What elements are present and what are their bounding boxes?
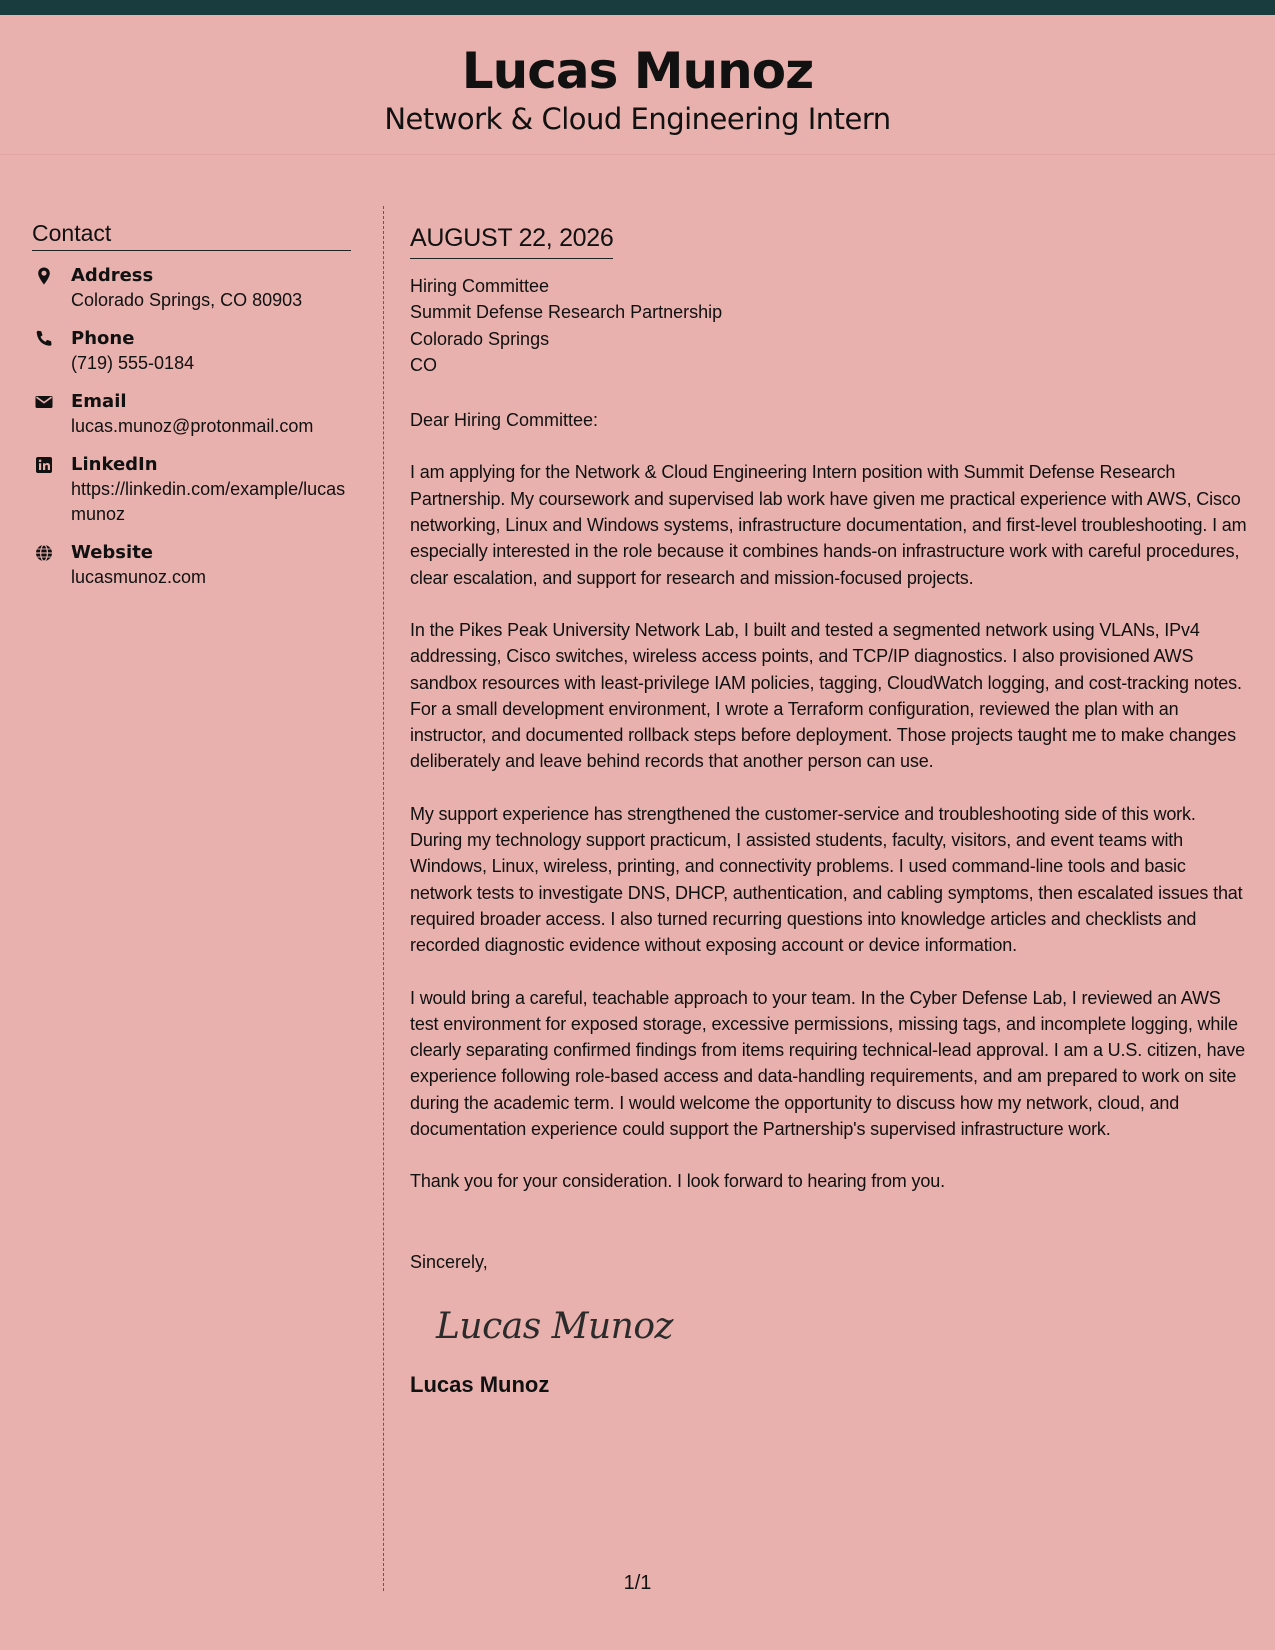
recipient-line: Summit Defense Research Partnership (410, 302, 723, 323)
top-accent-bar (0, 0, 1275, 15)
contact-list (32, 263, 351, 590)
contact-label: Website (71, 542, 154, 563)
contact-sidebar (32, 218, 351, 603)
phone-icon (34, 329, 54, 349)
linkedin-icon (34, 455, 54, 475)
contact-value: Colorado Springs, CO 80903 (71, 290, 303, 310)
recipient-line: CO (410, 354, 437, 375)
closing: Sincerely, (410, 1251, 488, 1272)
page-number: 1/1 (623, 1572, 652, 1594)
contact-item-email (32, 389, 351, 439)
applicant-role: Network & Cloud Engineering Intern (384, 102, 891, 136)
contact-label: Email (71, 391, 127, 412)
envelope-icon (34, 392, 54, 412)
body-paragraph: Thank you for your consideration. I look forward to hearing from you. (410, 1171, 945, 1192)
letter-date: AUGUST 22, 2026 (410, 222, 613, 259)
contact-value: (719) 555-0184 (71, 353, 195, 373)
contact-heading: Contact (32, 218, 351, 251)
recipient-line: Hiring Committee (410, 276, 550, 296)
contact-label: Address (71, 265, 154, 286)
map-pin-icon (34, 266, 54, 286)
contact-value: lucas.munoz@protonmail.com (71, 416, 314, 436)
contact-item-website (32, 540, 351, 590)
body-paragraph: I would bring a careful, teachable approach to your team. In the Cyber Defense Lab, I reviewed an AWS test environment for exposed storage, excessive permissions, missing tags, and incomplete logging, while clearly separating confirmed findings from items requiring technical-lead approval. I am a U.S. citizen, have experience following role-based access and data-handling requirements, and am prepared to work on site during the academic term. I would welcome the opportunity to discuss how my network, cloud, and documentation experience could support the Partnership's supervised infrastructure work. (410, 987, 1246, 1140)
salutation: Dear Hiring Committee: (410, 410, 599, 431)
column-divider (383, 206, 384, 1591)
body-paragraph: My support experience has strengthened the customer-service and troubleshooting side of this work. During my technology support practicum, I assisted students, faculty, visitors, and event teams with Windows, Linux, wireless, printing, and connectivity problems. I used command-line tools and basic network tests to investigate DNS, DHCP, authentication, and cabling symptoms, then escalated issues that required broader access. I also turned recurring questions into knowledge articles and checklists and recorded diagnostic evidence without exposing account or device information. (410, 803, 1243, 956)
body-paragraph: I am applying for the Network & Cloud Engineering Intern position with Summit Defense Research Partnership. My coursework and supervised lab work have given me practical experience with AWS, Cisco networking, Linux and Windows systems, infrastructure documentation, and first-level troubleshooting. I am especially interested in the role because it combines hands-on infrastructure work with careful procedures, clear escalation, and support for research and mission-focused projects. (410, 462, 1247, 588)
contact-item-phone (32, 326, 351, 376)
applicant-name: Lucas Munoz (461, 42, 814, 100)
globe-icon (34, 543, 54, 563)
recipient-block (410, 273, 1250, 378)
body-paragraph: In the Pikes Peak University Network Lab, I built and tested a segmented network using VLANs, IPv4 addressing, Cisco switches, wireless access points, and TCP/IP diagnostics. I also provisioned AWS sandbox resources with least-privilege IAM policies, tagging, CloudWatch logging, and cost-tracking notes. For a small development environment, I wrote a Terraform configuration, reviewed the plan with an instructor, and documented rollback steps before deployment. Those projects taught me to make changes deliberately and leave behind records that another person can use. (410, 619, 1242, 772)
letter-header (0, 15, 1275, 155)
letter-body (410, 222, 1250, 1399)
signed-name: Lucas Munoz (410, 1371, 550, 1397)
contact-label: LinkedIn (71, 454, 158, 475)
handwritten-signature: Lucas Munoz (436, 1305, 674, 1347)
contact-item-address (32, 263, 351, 313)
contact-link[interactable]: lucasmunoz.com (71, 567, 207, 587)
contact-item-linkedin (32, 452, 351, 527)
contact-link[interactable]: https://linkedin.com/example/lucasmunoz (71, 479, 346, 524)
contact-label: Phone (71, 328, 135, 349)
recipient-line: Colorado Springs (410, 328, 550, 349)
